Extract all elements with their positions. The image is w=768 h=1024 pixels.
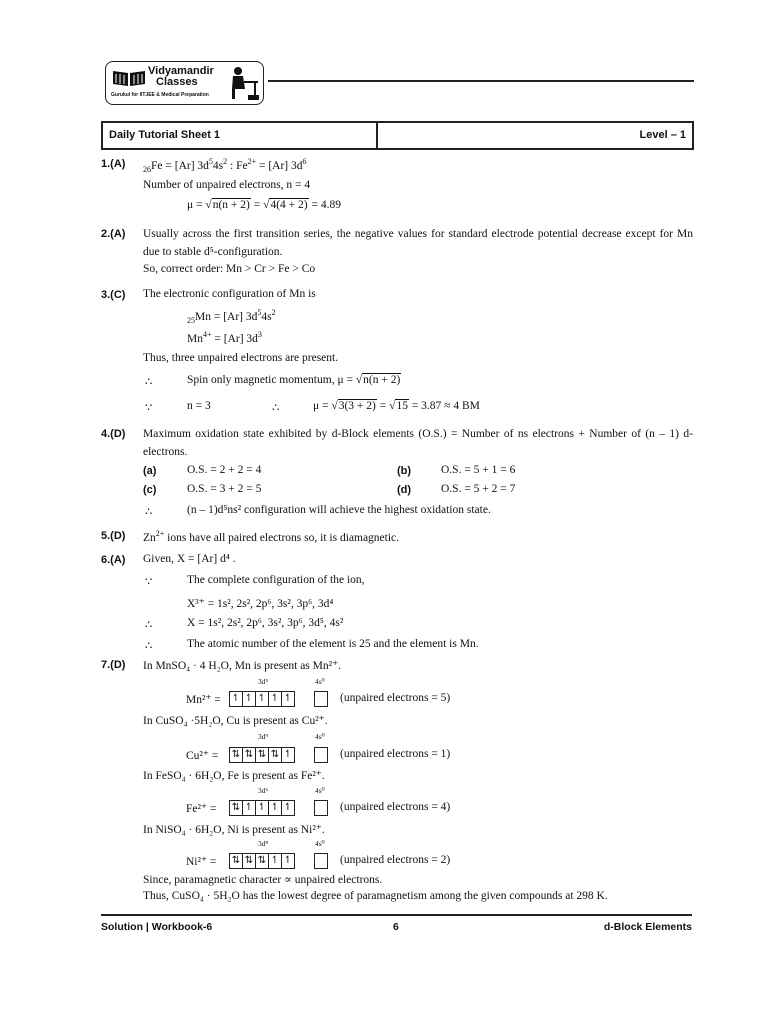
q7-cu-3d-boxes: ⇅ ⇅ ⇅ ⇅ ↿ [229,747,295,763]
q7-fe-4s-box [314,800,328,816]
q5-number: 5.(D) [101,530,126,542]
brand-logo [105,61,264,105]
book-icon [112,69,146,87]
q7-ni-note: (unpaired electrons = 2) [340,854,451,866]
q7-mn-3d-label: 3d⁵ [258,677,269,686]
q1-number: 1.(A) [101,158,126,170]
q1-config-line: $_{26}$Fe = [Ar] $3d^54s^2$ : $Fe^{2+} = [Ar]$ $3d^6$ [143,157,307,175]
q7-ni-ion: Ni²⁺ = [186,856,217,868]
header-divider [376,123,378,148]
q7-fe-4s-label: 4s⁰ [315,786,325,795]
q5-text: $Zn^{2+}$ ions have all paired electrons so, it is diamagnetic. [143,529,400,544]
q6-line2: The complete configuration of the ion, [187,574,365,586]
q4-c-value: O.S. = 3 + 2 = 5 [187,483,262,495]
q3-intro: The electronic configuration of Mn is [143,288,316,300]
q3-moment-calc: μ = √3(3 + 2) = √15 = 3.87 ≈ 4 BM [313,400,480,412]
q7-cu-note: (unpaired electrons = 1) [340,748,451,760]
footer-right: d-Block Elements [603,921,692,933]
q2-text: Usually across the first transition series, the negative values for standard electrode potential decrease except for Mn due to stable d⁵-configuration. [143,228,693,258]
because-symbol: ∵ [145,402,153,414]
q7-mn-note: (unpaired electrons = 5) [340,692,451,704]
q6-conclusion: The atomic number of the element is 25 and the element is Mn. [187,638,479,650]
q7-ni-3d-label: 3d⁸ [258,839,269,848]
q7-cu-4s-label: 4s⁰ [315,732,325,741]
q3-n-value: n = 3 [187,400,211,412]
q7-fe-intro: In FeSO₄ · 6H₂O, Fe is present as Fe²⁺. [143,770,325,782]
q3-conclusion: Thus, three unpaired electrons are present. [143,352,339,364]
q4-d-value: O.S. = 5 + 2 = 7 [441,483,516,495]
q6-number: 6.(A) [101,554,126,566]
therefore-symbol-5: ∴ [145,640,153,652]
page-number: 6 [393,921,399,933]
q7-cu-intro: In CuSO₄ ·5H₂O, Cu is present as Cu²⁺. [143,715,328,727]
q4-conclusion: (n – 1)d⁵ns² configuration will achieve the highest oxidation state. [187,504,491,516]
q6-ion-config: X³⁺ = 1s², 2s², 2p⁶, 3s², 3p⁶, 3d⁴ [187,598,334,610]
q4-b-label: (b) [397,465,412,477]
q3-spin-moment: Spin only magnetic momentum, μ = √n(n + 2) [187,374,401,386]
therefore-symbol: ∴ [145,376,153,388]
therefore-symbol-4: ∴ [145,619,153,631]
q7-cu-ion: Cu²⁺ = [186,750,219,762]
q7-number: 7.(D) [101,659,126,671]
q7-fe-ion: Fe²⁺ = [186,803,217,815]
q7-ni-4s-box [314,853,328,869]
q4-number: 4.(D) [101,428,126,440]
student-desk-icon [224,65,260,101]
q3-mn-config: $_{25}$Mn = [Ar] $3d^54s^2$ [187,308,276,326]
q2-number: 2.(A) [101,228,126,240]
q4-b-value: O.S. = 5 + 1 = 6 [441,464,516,476]
sheet-header [101,121,694,150]
footer-rule [101,914,692,916]
q1-unpaired: Number of unpaired electrons, n = 4 [143,179,311,191]
q2-order: So, correct order: Mn > Cr > Fe > Co [143,263,316,275]
brand-tagline: Gurukul for IITJEE & Medical Preparation [111,92,209,98]
q6-atom-config: X = 1s², 2s², 2p⁶, 3s², 3p⁶, 3d⁵, 4s² [187,617,344,629]
q7-mn-ion: Mn²⁺ = [186,694,221,706]
q7-mn-3d-boxes: ↿ ↿ ↿ ↿ ↿ [229,691,295,707]
q4-text: Maximum oxidation state exhibited by d-Block elements (O.S.) = Number of ns electrons + Number of (n – 1) d-electrons. [143,428,693,458]
q7-cu-3d-label: 3d⁹ [258,732,269,741]
therefore-symbol-2: ∴ [272,402,280,414]
therefore-symbol-3: ∴ [145,506,153,518]
q7-mn-intro: In MnSO₄ · 4 H₂O, Mn is present as Mn²⁺. [143,660,342,672]
q4-a-label: (a) [143,465,157,477]
q7-cu-4s-box [314,747,328,763]
q7-thus: Thus, CuSO₄ · 5H₂O has the lowest degree of paramagnetism among the given compounds at 298 K. [143,890,608,902]
footer-left: Solution | Workbook-6 [101,921,213,933]
q4-a-value: O.S. = 2 + 2 = 4 [187,464,262,476]
sheet-title: Daily Tutorial Sheet 1 [109,129,221,141]
sheet-level: Level – 1 [639,129,686,141]
q3-number: 3.(C) [101,289,126,301]
q7-mn-4s-box [314,691,328,707]
brand-name: Vidyamandir Classes [148,65,214,88]
q7-fe-note: (unpaired electrons = 4) [340,801,451,813]
q4-d-label: (d) [397,484,412,496]
top-rule [268,80,694,82]
q7-fe-3d-label: 3d⁶ [258,786,269,795]
q7-since: Since, paramagnetic character ∝ unpaired electrons. [143,874,383,886]
q7-fe-3d-boxes: ⇅ ↿ ↿ ↿ ↿ [229,800,295,816]
q1-moment: μ = √n(n + 2) = √4(4 + 2) = 4.89 [187,199,341,211]
q7-ni-intro: In NiSO₄ · 6H₂O, Ni is present as Ni²⁺. [143,824,325,836]
q6-given: Given, X = [Ar] d⁴ . [143,553,236,565]
q7-ni-4s-label: 4s⁰ [315,839,325,848]
q3-mn4-config: $Mn^{4+} = [Ar]$ $3d^3$ [187,330,262,345]
q4-c-label: (c) [143,484,157,496]
q7-ni-3d-boxes: ⇅ ⇅ ⇅ ↿ ↿ [229,853,295,869]
q7-mn-4s-label: 4s⁰ [315,677,325,686]
because-symbol-2: ∵ [145,576,153,588]
